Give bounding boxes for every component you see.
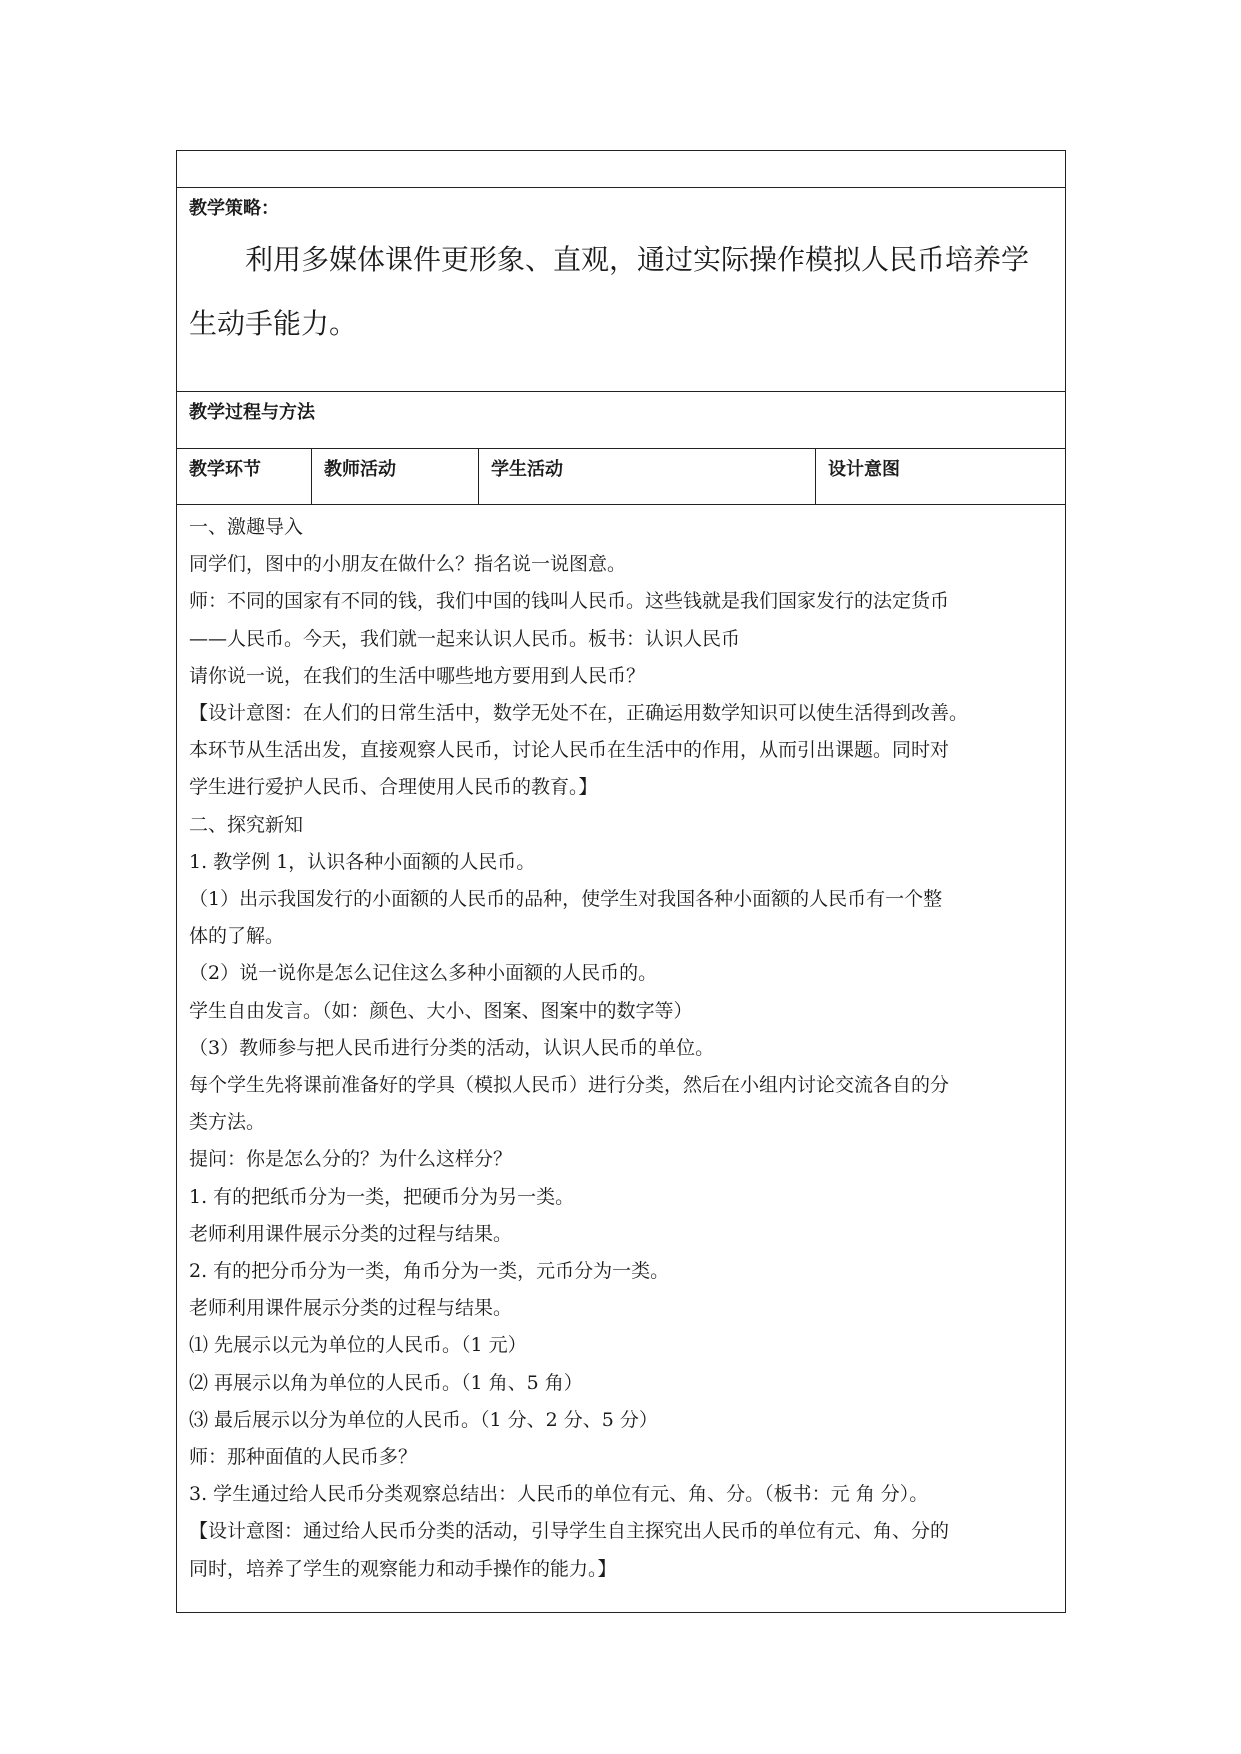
- content-line: 一、激趣导入: [189, 516, 304, 538]
- content-line: ⑶ 最后展示以分为单位的人民币。（1 分、2 分、5 分）: [189, 1408, 658, 1431]
- blank-top-row: [177, 151, 1066, 188]
- content-line: 体的了解。: [189, 925, 285, 948]
- content-line: 每个学生先将课前准备好的学具（模拟人民币）进行分类，然后在小组内讨论交流各自的分: [189, 1074, 950, 1097]
- blank-cell: [177, 151, 1066, 188]
- column-header: [177, 449, 312, 505]
- content-line: 2. 有的把分币分为一类，角币分为一类，元币分为一类。: [189, 1260, 670, 1283]
- content-line: 请你说一说，在我们的生活中哪些地方要用到人民币？: [189, 664, 646, 687]
- content-line: 同学们，图中的小朋友在做什么？指名说一说图意。: [189, 553, 627, 576]
- content-line: ⑴ 先展示以元为单位的人民币。（1 元）: [189, 1334, 527, 1357]
- strategy-row: [177, 188, 1066, 392]
- content-line: （1）出示我国发行的小面额的人民币的品种，使学生对我国各种小面额的人民币有一个整: [189, 888, 943, 911]
- column-header-label: 设计意图: [828, 459, 900, 480]
- content-line: 1. 教学例 1，认识各种小面额的人民币。: [189, 850, 536, 873]
- content-cell: [177, 505, 1066, 1613]
- content-line: 学生进行爱护人民币、合理使用人民币的教育。】: [189, 776, 598, 799]
- column-header: [479, 449, 816, 505]
- strategy-text: 利用多媒体课件更形象、直观，通过实际操作模拟人民币培养学生动手能力。: [189, 243, 1030, 340]
- column-header-label: 教师活动: [324, 459, 396, 480]
- content-line: 本环节从生活出发，直接观察人民币，讨论人民币在生活中的作用，从而引出课题。同时对: [189, 739, 950, 762]
- content-line: 1. 有的把纸币分为一类，把硬币分为另一类。: [189, 1185, 575, 1208]
- column-header-label: 教学环节: [189, 459, 261, 480]
- content-line: 师：那种面值的人民币多？: [189, 1446, 418, 1469]
- column-header-label: 学生活动: [491, 459, 563, 480]
- process-row: [177, 392, 1066, 449]
- content-line: （3）教师参与把人民币进行分类的活动，认识人民币的单位。: [189, 1036, 715, 1059]
- strategy-label: 教学策略：: [189, 198, 279, 219]
- content-line: ——人民币。今天，我们就一起来认识人民币。板书：认识人民币: [189, 627, 741, 650]
- process-cell: [177, 392, 1066, 449]
- content-line: 【设计意图：通过给人民币分类的活动，引导学生自主探究出人民币的单位有元、角、分的: [189, 1520, 950, 1543]
- process-label: 教学过程与方法: [189, 402, 315, 423]
- strategy-cell: [177, 188, 1066, 392]
- content-line: 【设计意图：在人们的日常生活中，数学无处不在，正确运用数学知识可以使生活得到改善。: [189, 702, 969, 725]
- lesson-plan-sheet: [176, 150, 1065, 1613]
- content-line: ⑵ 再展示以角为单位的人民币。（1 角、5 角）: [189, 1371, 583, 1394]
- content-line: 同时，培养了学生的观察能力和动手操作的能力。】: [189, 1557, 617, 1580]
- content-line: 老师利用课件展示分类的过程与结果。: [189, 1222, 513, 1245]
- content-line: 老师利用课件展示分类的过程与结果。: [189, 1297, 513, 1320]
- lesson-plan-table: [176, 150, 1066, 1613]
- content-line: （2）说一说你是怎么记住这么多种小面额的人民币的。: [189, 962, 658, 985]
- column-header: [816, 449, 1066, 505]
- content-line: 学生自由发言。（如：颜色、大小、图案、图案中的数字等）: [189, 999, 693, 1022]
- content-line: 提问：你是怎么分的？为什么这样分？: [189, 1148, 513, 1171]
- content-row: [177, 505, 1066, 1613]
- content-line: 二、探究新知: [189, 813, 304, 836]
- column-header-row: [177, 449, 1066, 505]
- content-line: 师：不同的国家有不同的钱，我们中国的钱叫人民币。这些钱就是我们国家发行的法定货币: [189, 590, 950, 613]
- column-header: [312, 449, 479, 505]
- content-line: 3. 学生通过给人民币分类观察总结出：人民币的单位有元、角、分。（板书：元 角 分）。: [189, 1483, 929, 1506]
- content-line: 类方法。: [189, 1111, 266, 1134]
